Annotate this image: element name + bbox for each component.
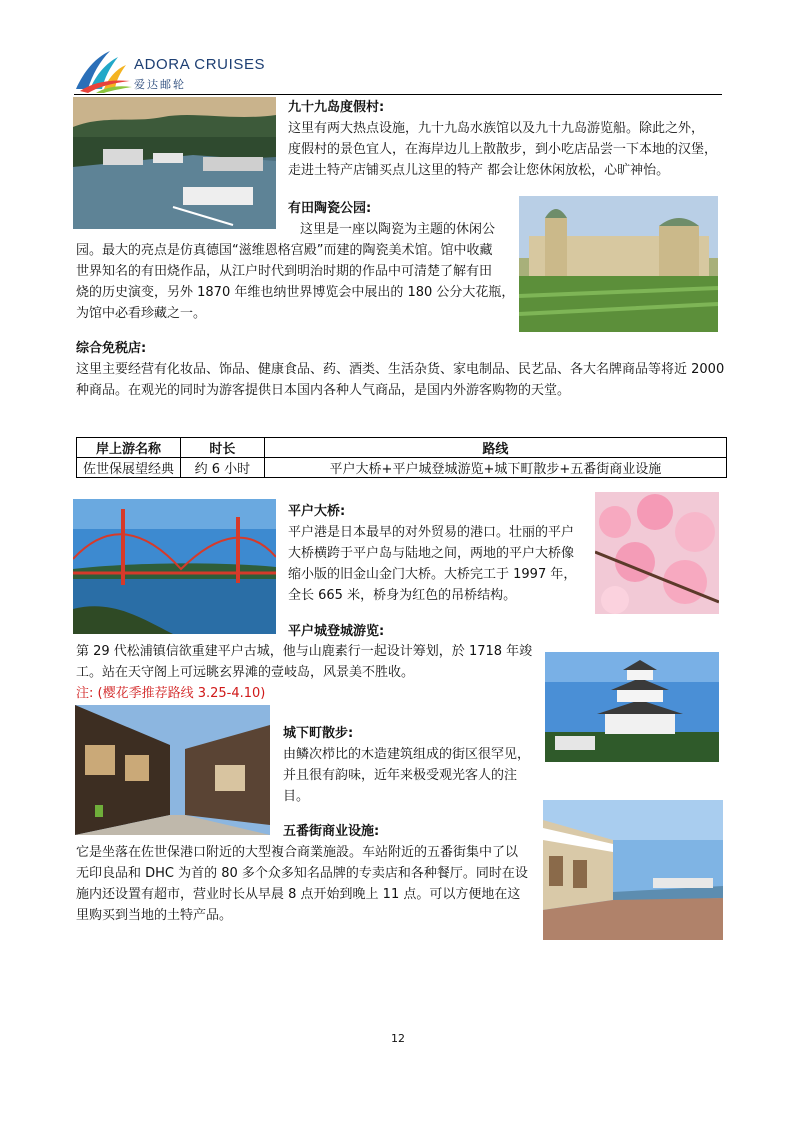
gobangai-title: 五番街商业设施: bbox=[283, 824, 380, 839]
route-table-header bbox=[77, 438, 727, 458]
route-table bbox=[76, 437, 727, 478]
hirado-castle-title: 平户城登城游览: bbox=[288, 624, 385, 639]
arita-body: 园。最大的亮点是仿真德国“滋维恩格宫殿”而建的陶瓷美术馆。馆中收藏 世界知名的有田烧作品，从江户时代到明治时期的作品中可清楚了解有田 烧的历史演变，另外 1870 年维也纳世界博览会中展出的 180 公分大花瓶， 为馆中必看珍藏之一。 bbox=[76, 243, 515, 321]
brand-name-cn: 爱达邮轮 bbox=[134, 78, 186, 91]
page-number: 12 bbox=[391, 1032, 405, 1045]
cell-route: 平户大桥+平户城登城游览+城下町散步+五番街商业设施 bbox=[264, 458, 726, 478]
adora-logo-icon bbox=[74, 49, 132, 93]
arita-body-first: 这里是一座以陶瓷为主题的休闲公 bbox=[300, 222, 496, 237]
arita-palace-photo bbox=[519, 196, 718, 332]
castle-town-street-photo bbox=[75, 705, 270, 835]
dutyfree-title: 综合免税店: bbox=[76, 341, 147, 356]
cherry-blossom-photo bbox=[595, 492, 719, 614]
brand-name-en: ADORA CRUISES bbox=[134, 56, 266, 73]
cell-name: 佐世保展望经典 bbox=[77, 458, 181, 478]
hirado-bridge-photo bbox=[73, 499, 276, 634]
dutyfree-body: 这里主要经营有化妆品、饰品、健康食品、药、酒类、生活杂货、家电制品、民艺品、各大名牌商品等将近 2000 种商品。在观光的同时为游客提供日本国内各种人气商品，是国内外游客购物的天堂。 bbox=[76, 362, 725, 398]
hirado-bridge-title: 平户大桥: bbox=[288, 504, 346, 519]
kujukushima-body: 这里有两大热点设施，九十九岛水族馆以及九十九岛游览船。除此之外， 度假村的景色宜人，在海岸边儿上散散步，到小吃店品尝一下本地的汉堡， 走进土特产店铺买点儿这里的特产 都会让您休闲放松，心旷神怡。 bbox=[288, 121, 718, 178]
col-header-duration: 时长 bbox=[180, 438, 264, 458]
arita-title: 有田陶瓷公园: bbox=[288, 201, 372, 216]
header-divider bbox=[74, 94, 722, 95]
castle-town-body: 由鳞次栉比的木造建筑组成的街区很罕见， 并且很有韵味，近年来极受观光客人的注 目。 bbox=[283, 747, 531, 804]
cell-duration: 约 6 小时 bbox=[180, 458, 264, 478]
hirado-bridge-body: 平户港是日本最早的对外贸易的港口。壮丽的平户 大桥横跨于平户岛与陆地之间，两地的平户大桥像 缩小版的旧金山金门大桥。大桥完工于 1997 年， 全长 665 米，桥身为红色的吊桥结构。 bbox=[288, 525, 577, 603]
castle-town-title: 城下町散步: bbox=[283, 726, 354, 741]
sakura-route-note: 注: (樱花季推荐路线 3.25-4.10) bbox=[76, 686, 266, 701]
gobangai-body: 它是坐落在佐世保港口附近的大型複合商業施設。车站附近的五番街集中了以 无印良品和 DHC 为首的 80 多个众多知名品牌的专卖店和各种餐厅。同时在设 施内还设置有超市，营业时长从早晨 8 点开始到晚上 11 点。可以方便地在这 里购买到当地的土特产品。 bbox=[76, 845, 528, 923]
kujukushima-title: 九十九岛度假村: bbox=[288, 100, 385, 115]
gobangai-mall-photo bbox=[543, 800, 723, 940]
kujukushima-harbor-photo bbox=[73, 97, 276, 229]
col-header-route: 路线 bbox=[264, 438, 726, 458]
table-row bbox=[77, 458, 727, 478]
hirado-castle-photo bbox=[545, 652, 719, 762]
col-header-name: 岸上游名称 bbox=[77, 438, 181, 458]
hirado-castle-body: 第 29 代松浦镇信欲重建平户古城，他与山鹿素行一起设计筹划，於 1718 年竣 工。站在天守阁上可远眺玄界滩的壹岐岛，风景美不胜收。 bbox=[76, 644, 533, 680]
